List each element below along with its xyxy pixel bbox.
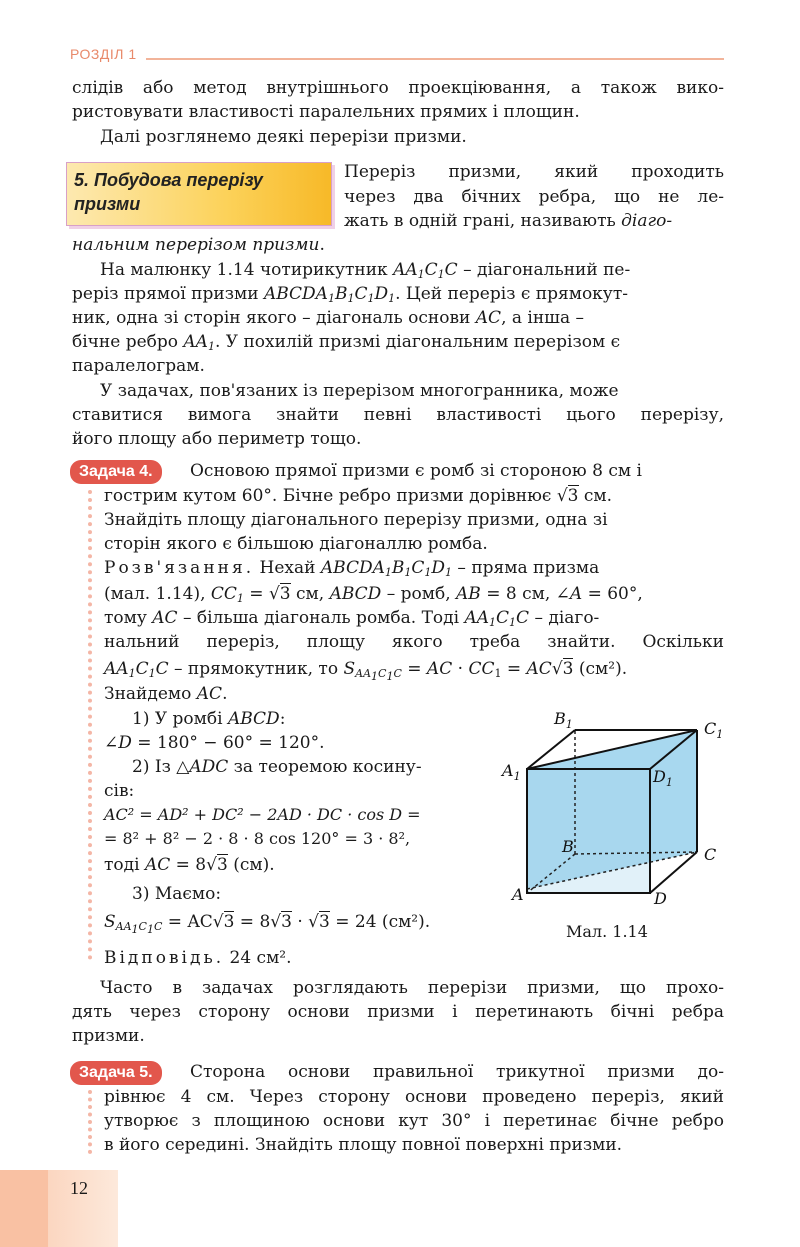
intro-line-2: ристовувати властивості паралельних прямих і площин. bbox=[72, 102, 580, 122]
task5-dotted-margin bbox=[88, 1090, 92, 1154]
task4-line-3: Знайдіть площу діагонального перерізу призми, одна зі bbox=[104, 510, 608, 530]
task5-badge: Задача 5. bbox=[70, 1061, 162, 1085]
prism-figure bbox=[500, 702, 740, 920]
section-label: РОЗДІЛ 1 bbox=[70, 46, 137, 62]
label-D: D bbox=[654, 889, 667, 908]
step-3: 3) Маємо: bbox=[132, 884, 222, 904]
step-3-eq: $S_{AA_1C_1C} = AC√3 = 8√3 \cdot √3 = 24$ (см²). bbox=[104, 912, 431, 936]
definition-line-4: нальним перерізом призми. bbox=[72, 235, 325, 255]
para3-line-1: У задачах, пов'язаних із перерізом многогранника, може bbox=[100, 381, 619, 401]
label-C1: $C_1$ bbox=[704, 719, 724, 741]
task5-line-1: Сторона основи правильної трикутної призми до- bbox=[190, 1062, 724, 1082]
label-B: B bbox=[562, 837, 574, 856]
step-2-cont: сів: bbox=[104, 781, 135, 801]
task5-line-3: утворює з площиною основи кут 30° і перетинає бічне ребро bbox=[104, 1111, 724, 1131]
step-2: 2) Із △ADC за теоремою косину- bbox=[132, 757, 422, 777]
para4-line-3: призми. bbox=[72, 1026, 145, 1046]
solution-line-2: (мал. 1.14), $CC_1 = √3$ см, ABCD – ромб, AB = 8 см, ∠A = 60°, bbox=[104, 584, 643, 605]
para3-line-2: ставитися вимога знайти певні властивості цього перерізу, bbox=[72, 405, 724, 425]
step-2-eq-2: = 8² + 8² − 2 · 8 · 8 cos 120° = 3 · 8², bbox=[104, 829, 411, 848]
task4-line-4: сторін якого є більшою діагоналлю ромба. bbox=[104, 534, 488, 554]
task4-line-1: Основою прямої призми є ромб зі стороною 8 см і bbox=[190, 461, 642, 481]
definition-line-3: жать в одній грані, називають діаго- bbox=[344, 211, 673, 231]
front-face bbox=[527, 769, 650, 893]
para2-line-2: реріз прямої призми $ABCDA_1B_1C_1D_1$. Цей переріз є прямокут- bbox=[72, 284, 628, 305]
figure-caption: Мал. 1.14 bbox=[566, 922, 648, 941]
label-C: C bbox=[704, 845, 717, 864]
task4-badge: Задача 4. bbox=[70, 460, 162, 484]
header-divider bbox=[146, 58, 724, 60]
definition-line-2: через два бічних ребра, що не ле- bbox=[344, 187, 724, 207]
para2-line-5: паралелограм. bbox=[72, 356, 205, 376]
definition-line-1: Переріз призми, який проходить bbox=[344, 162, 724, 182]
solution-line-4: нальний переріз, площу якого треба знайти. Оскільки bbox=[104, 632, 724, 652]
intro-line-3: Далі розглянемо деякі перерізи призми. bbox=[100, 127, 467, 147]
task5-line-4: в його середині. Знайдіть площу повної поверхні призми. bbox=[104, 1135, 623, 1155]
task5-line-2: рівнює 4 см. Через сторону основи проведено переріз, який bbox=[104, 1087, 724, 1107]
label-A1: $A_1$ bbox=[502, 761, 521, 783]
para3-line-3: його площу або периметр тощо. bbox=[72, 429, 362, 449]
section-heading bbox=[74, 168, 324, 216]
para2-line-3: ник, одна зі сторін якого – діагональ основи AC, а інша – bbox=[72, 308, 585, 328]
page-corner-stripe bbox=[0, 1170, 48, 1247]
answer-line: Відповідь. 24 см². bbox=[104, 948, 292, 968]
label-D1: $D_1$ bbox=[653, 767, 673, 789]
section-heading-line-2: призми bbox=[74, 194, 141, 214]
solution-line-1: Розв'язання. Нехай $ABCDA_1B_1C_1D_1$ – пряма призма bbox=[104, 558, 600, 579]
label-A: A bbox=[512, 885, 524, 904]
task4-line-2: гострим кутом 60°. Бічне ребро призми дорівнює √3 см. bbox=[104, 486, 613, 506]
task4-dotted-margin bbox=[88, 490, 92, 960]
step-1: 1) У ромбі ABCD: bbox=[132, 709, 286, 729]
label-B1: $B_1$ bbox=[554, 709, 573, 731]
para4-line-1: Часто в задачах розглядають перерізи призми, що прохо- bbox=[100, 978, 724, 998]
para4-line-2: дять через сторону основи призми і перетинають бічні ребра bbox=[72, 1002, 724, 1022]
step-2-eq-1: AC² = AD² + DC² − 2AD · DC · cos D = bbox=[104, 805, 421, 824]
solution-line-6: Знайдемо AC. bbox=[104, 684, 228, 704]
step-1-eq: ∠D = 180° − 60° = 120°. bbox=[104, 733, 325, 753]
section-heading-line-1: 5. Побудова перерізу bbox=[74, 170, 263, 190]
solution-line-3: тому AC – більша діагональ ромба. Тоді $AA_1C_1C$ – діаго- bbox=[104, 608, 600, 629]
page-number: 12 bbox=[70, 1178, 88, 1198]
para2-line-1: На малюнку 1.14 чотирикутник $AA_1C_1C$ – діагональний пе- bbox=[100, 260, 631, 281]
step-2-eq-3: тоді AC = 8√3 (см). bbox=[104, 855, 275, 875]
para2-line-4: бічне ребро $AA_1$. У похилій призмі діагональним перерізом є bbox=[72, 332, 621, 353]
intro-line-1: слідів або метод внутрішнього проекціювання, а також вико- bbox=[72, 78, 724, 98]
solution-line-5: $AA_1C_1C$ – прямокутник, то $S_{AA_1C_1C}$ = AC · $CC_1 = AC√3$ (см²). bbox=[104, 659, 628, 683]
